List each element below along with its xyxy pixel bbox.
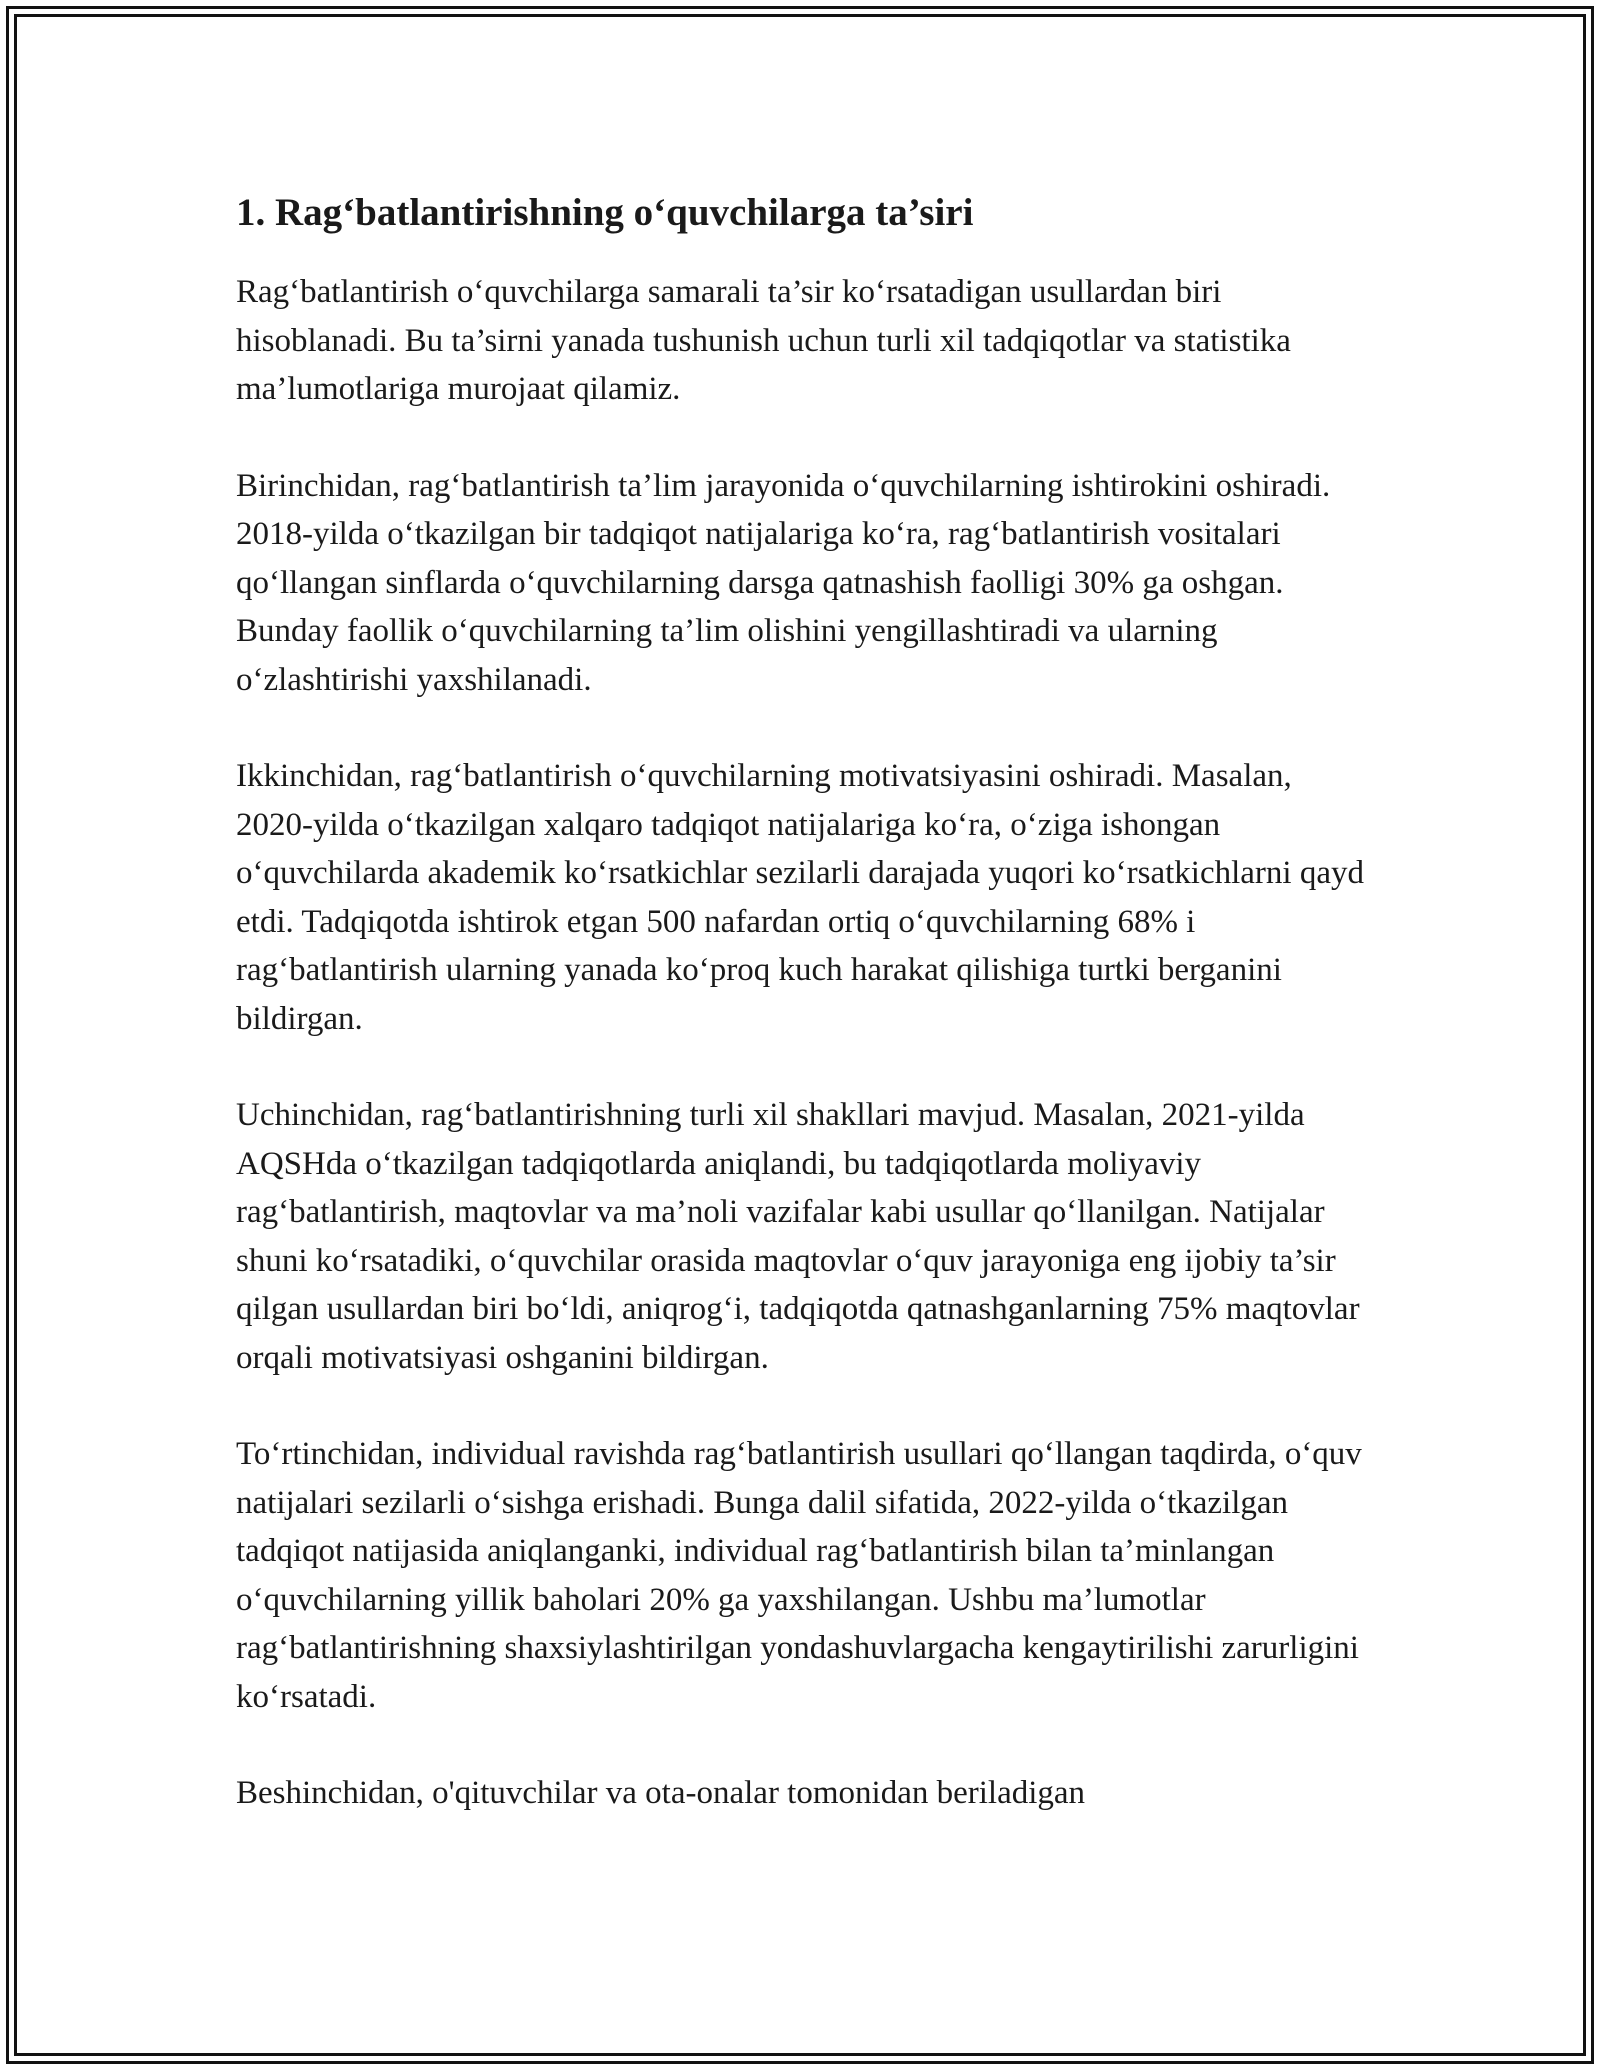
section-heading: 1. Rag‘batlantirishning o‘quvchilarga ta’siri bbox=[236, 191, 974, 234]
paragraph-second: Ikkinchidan, rag‘batlantirish o‘quvchilarning motivatsiyasini oshiradi. Masalan, 2020-yilda o‘tkazilgan xalqaro tadqiqot natijalariga ko‘ra, o‘ziga ishongan o‘quvchilarda akademik ko‘rsatkichlar sezilarli darajada yuqori ko‘rsatkichlarni qayd etdi. Tadqiqotda ishtirok etgan 500 nafardan ortiq o‘quvchilarning 68% i rag‘batlantirish ularning yanada ko‘proq kuch harakat qilishiga turtki berganini bildirgan. bbox=[236, 758, 1364, 1037]
paragraph-fourth: To‘rtinchidan, individual ravishda rag‘batlantirish usullari qo‘llangan taqdirda, o‘quv natijalari sezilarli o‘sishga erishadi. Bunga dalil sifatida, 2022-yilda o‘tkazilgan tadqiqot natijasida aniqlanganki, individual rag‘batlantirish bilan ta’minlangan o‘quvchilarning yillik baholari 20% ga yaxshilangan. Ushbu ma’lumotlar rag‘batlantirishning shaxsiylashtirilgan yondashuvlargacha kengaytirilishi zarurligini ko‘rsatadi. bbox=[236, 1436, 1362, 1715]
paragraph-third: Uchinchidan, rag‘batlantirishning turli xil shakllari mavjud. Masalan, 2021-yilda AQSHda o‘tkazilgan tadqiqotlarda aniqlandi, bu tadqiqotlarda moliyaviy rag‘batlantirish, maqtovlar va ma’noli vazifalar kabi usullar qo‘llanilgan. Natijalar shuni ko‘rsatadiki, o‘quvchilar orasida maqtovlar o‘quv jarayoniga eng ijobiy ta’sir qilgan usullardan biri bo‘ldi, aniqrog‘i, tadqiqotda qatnashganlarning 75% maqtovlar orqali motivatsiyasi oshganini bildirgan. bbox=[236, 1097, 1360, 1376]
paragraph-fifth: Beshinchidan, o'qituvchilar va ota-onalar tomonidan beriladigan bbox=[236, 1775, 1086, 1811]
paragraph-first: Birinchidan, rag‘batlantirish ta’lim jarayonida o‘quvchilarning ishtirokini oshiradi. 2018-yilda o‘tkazilgan bir tadqiqot natijalariga ko‘ra, rag‘batlantirish vositalari qo‘llangan sinflarda o‘quvchilarning darsga qatnashish faolligi 30% ga oshgan. Bunday faollik o‘quvchilarning ta’lim olishini yengillashtiradi va ularning o‘zlashtirishi yaxshilanadi. bbox=[236, 467, 1331, 698]
paragraph-intro: Rag‘batlantirish o‘quvchilarga samarali ta’sir ko‘rsatadigan usullardan biri hisoblanadi. Bu ta’sirni yanada tushunish uchun turli xil tadqiqotlar va statistika ma’lumotlariga murojaat qilamiz. bbox=[236, 274, 1291, 407]
document-body bbox=[236, 184, 1376, 1818]
